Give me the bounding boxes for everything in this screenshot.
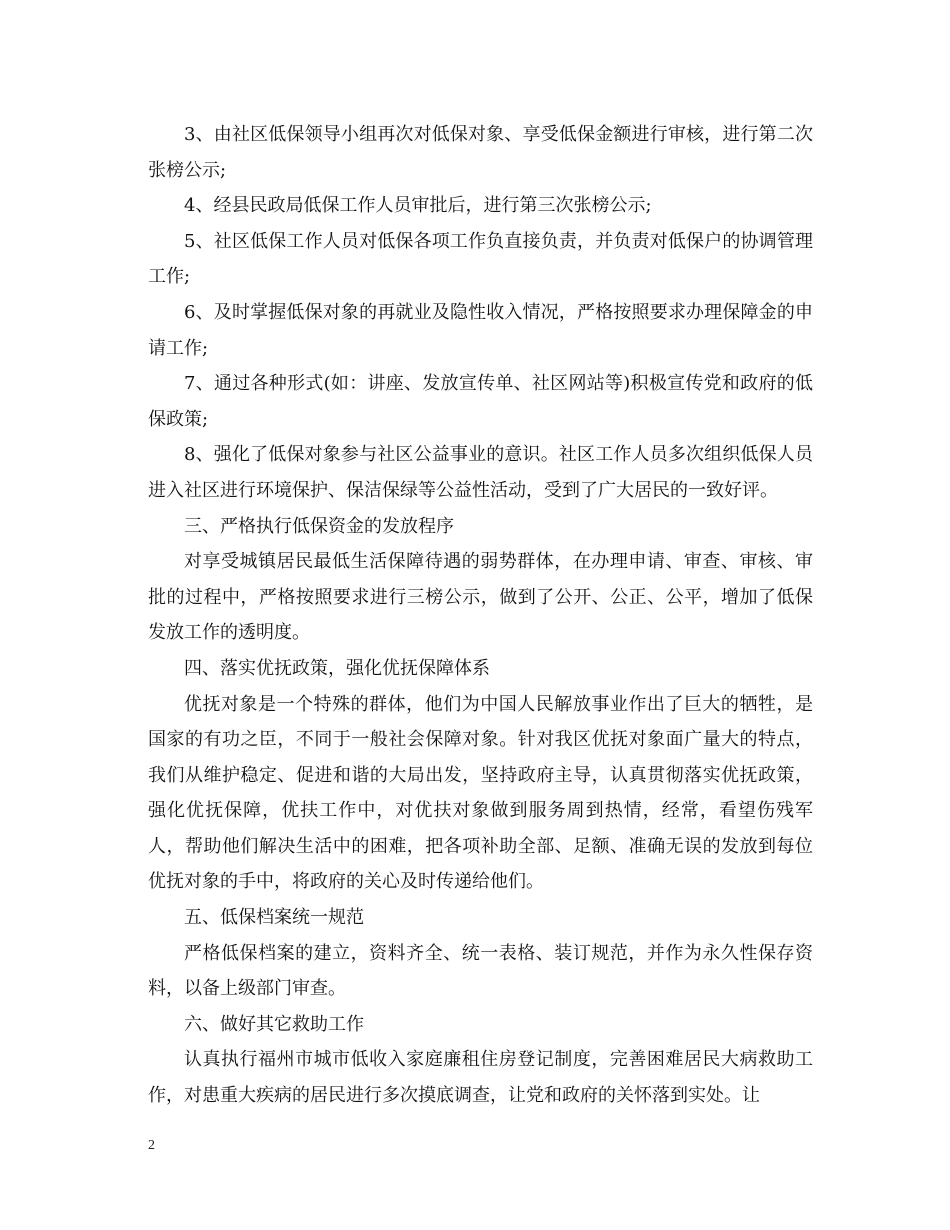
section-heading-6: 六、做好其它救助工作 xyxy=(184,1013,364,1035)
section-heading-5: 五、低保档案统一规范 xyxy=(184,907,364,929)
paragraph-item-7: 7、通过各种形式(如：讲座、发放宣传单、社区网站等)积极宣传党和政府的低保政策; xyxy=(148,373,813,430)
section-heading-4: 四、落实优抚政策，强化优抚保障体系 xyxy=(184,657,490,679)
section-heading-3: 三、严格执行低保资金的发放程序 xyxy=(184,515,454,537)
page-number: 2 xyxy=(148,1138,155,1153)
paragraph-item-4: 4、经县民政局低保工作人员审批后，进行第三次张榜公示; xyxy=(184,195,652,217)
paragraph-item-5: 5、社区低保工作人员对低保各项工作负直接负责，并负责对低保户的协调管理工作; xyxy=(148,230,813,288)
paragraph-item-6: 6、及时掌握低保对象的再就业及隐性收入情况，严格按照要求办理保障金的申请工作; xyxy=(148,301,813,359)
section-body-3: 对享受城镇居民最低生活保障待遇的弱势群体，在办理申请、审查、审核、审批的过程中，严格按照要求进行三榜公示，做到了公开、公正、公平，增加了低保发放工作的透明度。 xyxy=(148,551,813,644)
section-body-5: 严格低保档案的建立，资料齐全、统一表格、装订规范，并作为永久性保存资料，以备上级部门审查。 xyxy=(148,942,813,1000)
paragraph-item-8: 8、强化了低保对象参与社区公益事业的意识。社区工作人员多次组织低保人员进入社区进行环境保护、保洁保绿等公益性活动，受到了广大居民的一致好评。 xyxy=(148,444,813,501)
section-body-6: 认真执行福州市城市低收入家庭廉租住房登记制度，完善困难居民大病救助工作，对患重大疾病的居民进行多次摸底调查，让党和政府的关怀落到实处。让 xyxy=(148,1049,813,1107)
section-body-4: 优抚对象是一个特殊的群体，他们为中国人民解放事业作出了巨大的牺牲，是国家的有功之臣，不同于一般社会保障对象。针对我区优抚对象面广量大的特点，我们从维护稳定、促进和谐的大局出发，坚持政府主导，认真贯彻落实优抚政策，强化优抚保障，优扶工作中，对优扶对象做到服务周到热情，经常，看望伤残军人，帮助他们解决生活中的困难，把各项补助全部、足额、准确无误的发放到每位优抚对象的手中，将政府的关心及时传递给他们。 xyxy=(148,693,813,893)
document-body xyxy=(148,117,813,1114)
paragraph-item-3: 3、由社区低保领导小组再次对低保对象、享受低保金额进行审核，进行第二次张榜公示; xyxy=(148,124,813,181)
